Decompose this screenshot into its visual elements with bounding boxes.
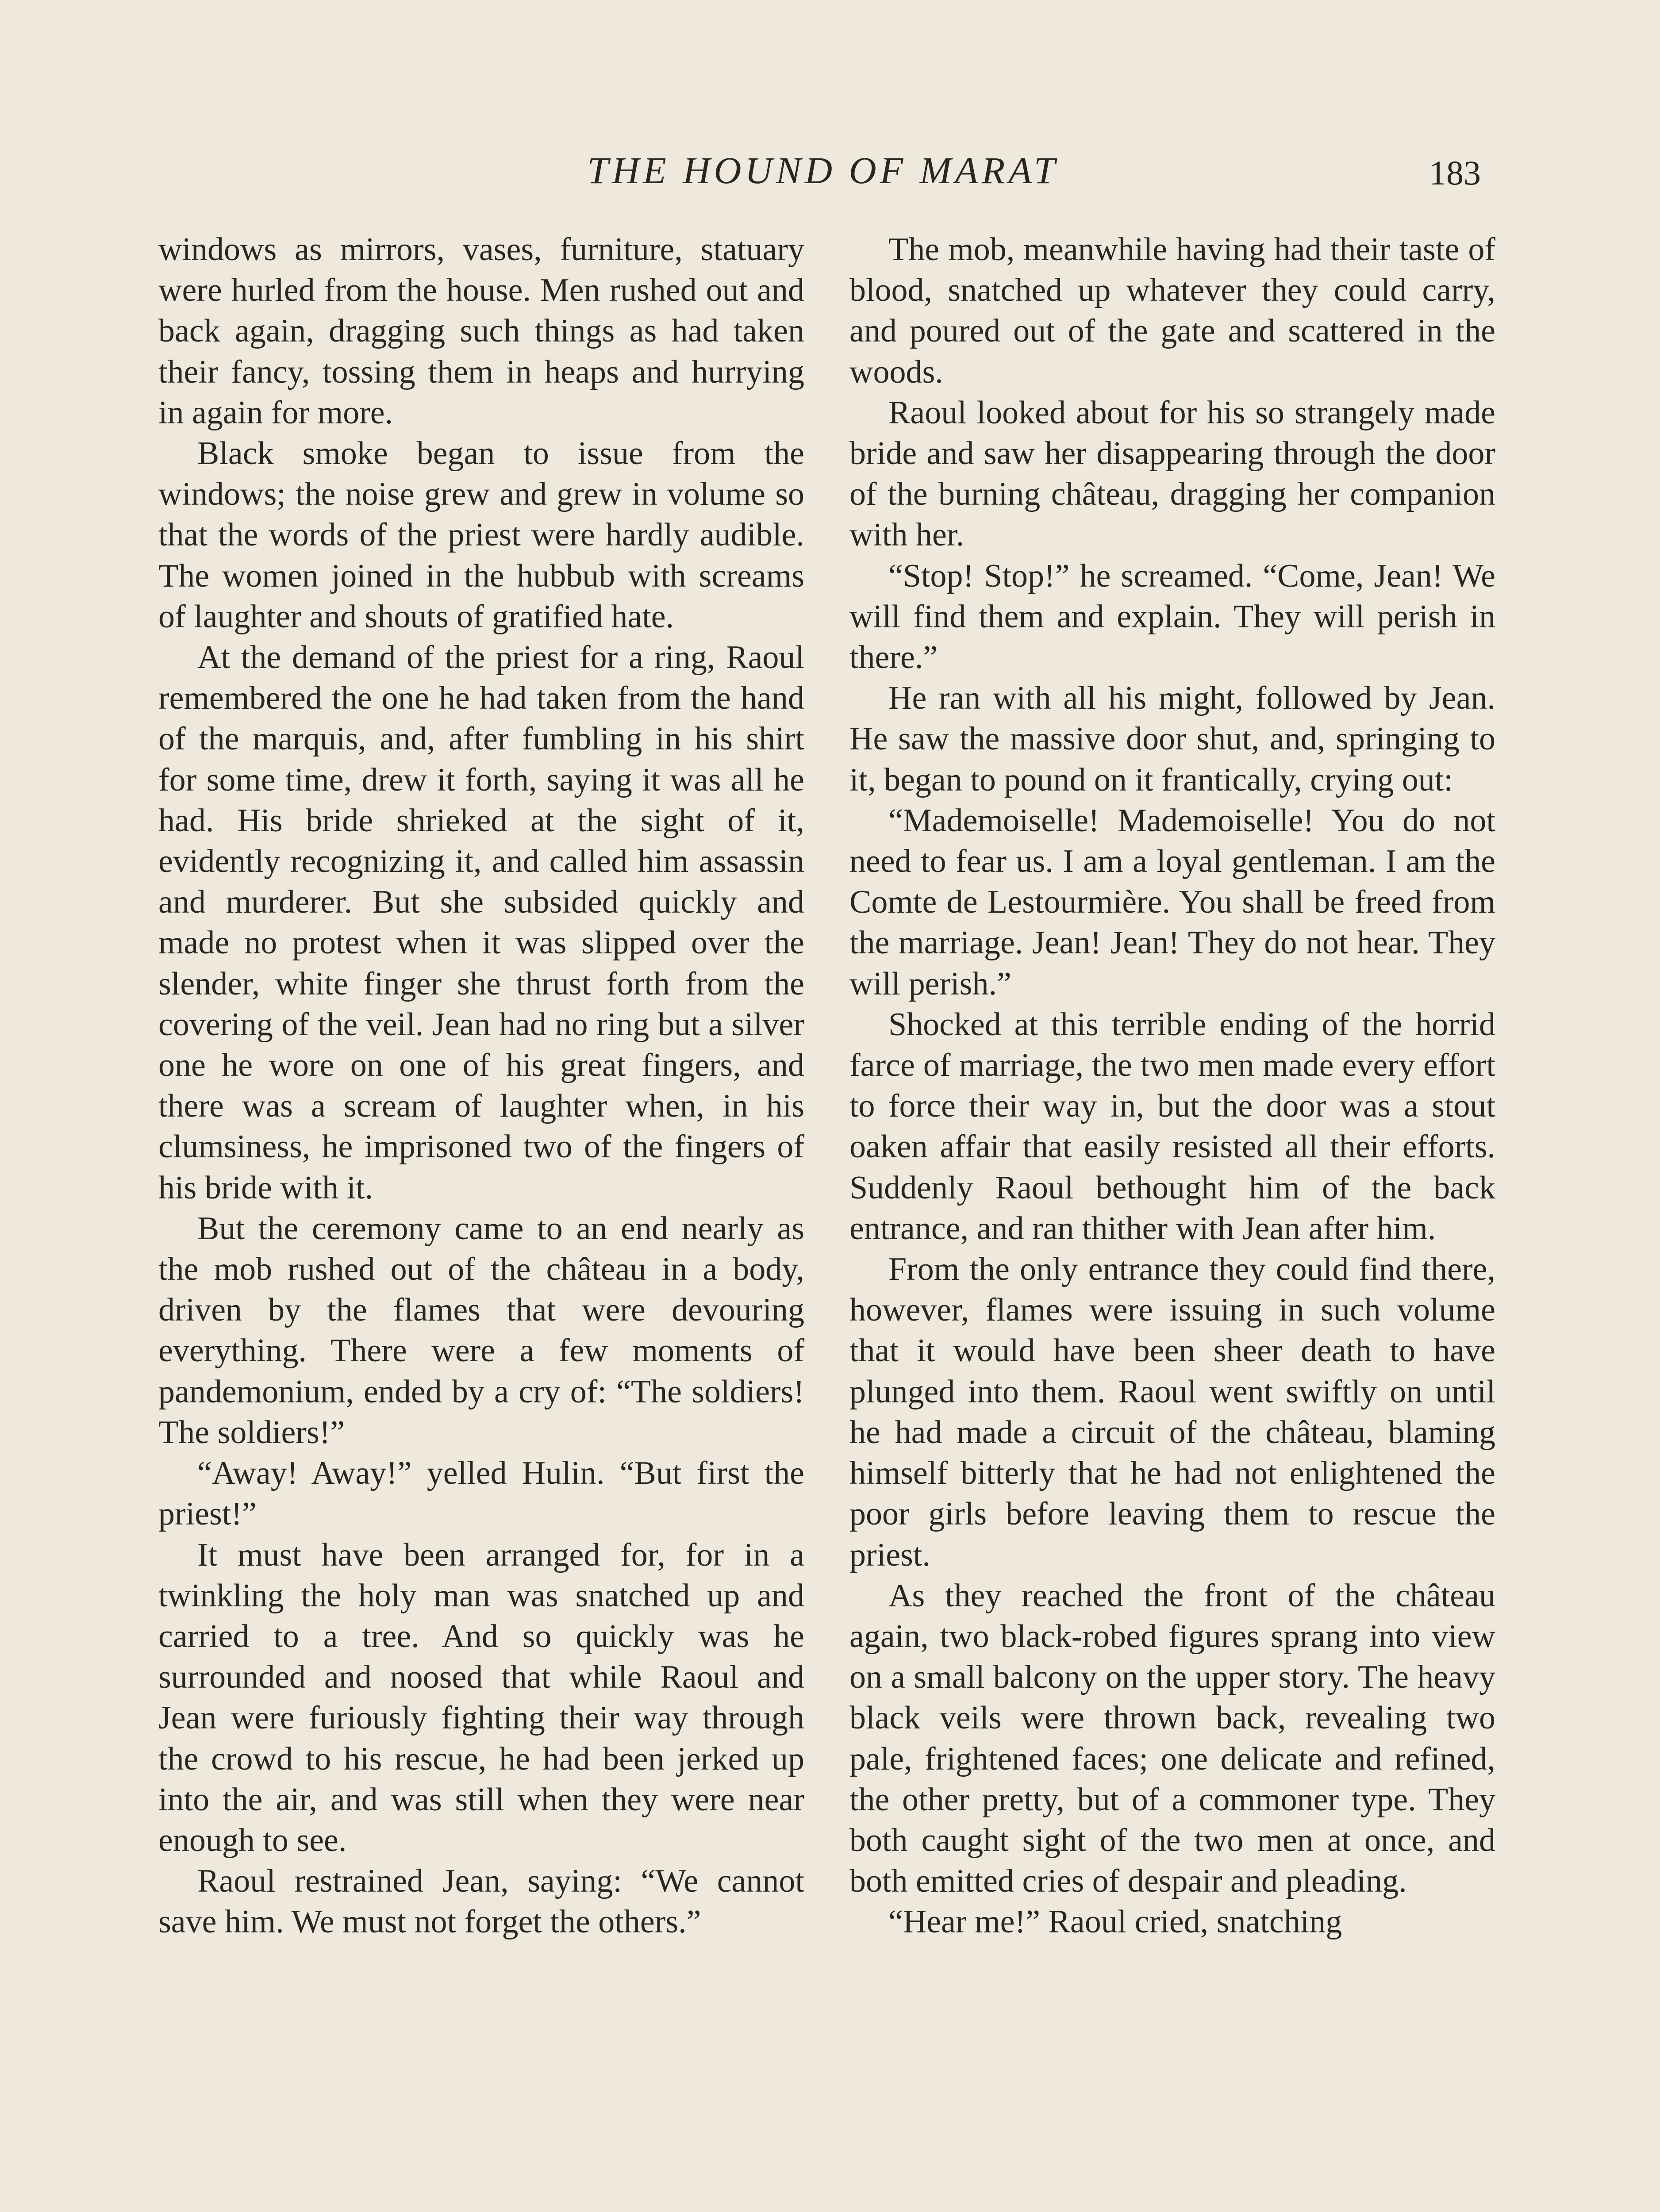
paragraph: As they reached the front of the château again, two black-robed figures sprang into view on a small balcony on the upper story. The heavy black veils were thrown back, revealing two pale, frightened faces; one delicate and refined, the other pretty, but of a commoner type. They both caught sight of the two men at once, and both emitted cries of despair and pleading. xyxy=(849,1577,1495,1900)
paragraph: Raoul looked about for his so strangely made bride and saw her disappearing through the door of the burning château, dragging her companion with her. xyxy=(849,394,1495,553)
right-column xyxy=(849,229,1495,1943)
paragraph: He ran with all his might, followed by Jean. He saw the massive door shut, and, springing to it, began to pound on it frantically, crying out: xyxy=(849,680,1495,798)
paragraph: “Hear me!” Raoul cried, snatching xyxy=(888,1904,1342,1940)
paragraph: It must have been arranged for, for in a twinkling the holy man was snatched up and carried to a tree. And so quickly was he surrounded and noosed that while Raoul and Jean were furiously fighting their way through the crowd to his rescue, he had been jerked up into the air, and was still when they were near enough to see. xyxy=(158,1536,804,1859)
paragraph: From the only entrance they could find there, however, flames were issuing in such volume that it would have been sheer death to have plunged into them. Raoul went swiftly on until he had made a circuit of the château, blaming himself bitterly that he had not enlightened the poor girls before leaving them to rescue the priest. xyxy=(849,1251,1495,1573)
page-number: 183 xyxy=(1429,154,1481,192)
paragraph: Raoul restrained Jean, saying: “We cannot save him. We must not forget the others.” xyxy=(158,1863,804,1940)
running-title: THE HOUND OF MARAT xyxy=(587,149,1059,192)
paragraph: windows as mirrors, vases, furniture, statuary were hurled from the house. Men rushed out and back again, dragging such things as had taken their fancy, tossing them in heaps and hurrying in again for more. xyxy=(158,231,804,431)
paragraph: “Stop! Stop!” he screamed. “Come, Jean! We will find them and explain. They will perish in there.” xyxy=(849,557,1495,676)
paragraph: The mob, meanwhile having had their taste of blood, snatched up whatever they could carry, and poured out of the gate and scattered in the woods. xyxy=(849,231,1495,390)
paragraph: Black smoke began to issue from the windows; the noise grew and grew in volume so that the words of the priest were hardly audible. The women joined in the hubbub with screams of laughter and shouts of gratified hate. xyxy=(158,435,804,635)
paragraph: Shocked at this terrible ending of the horrid farce of marriage, the two men made every effort to force their way in, but the door was a stout oaken affair that easily resisted all their efforts. Suddenly Raoul bethought him of the back entrance, and ran thither with Jean after him. xyxy=(849,1006,1495,1247)
paragraph: At the demand of the priest for a ring, Raoul remembered the one he had taken from the hand of the marquis, and, after fumbling in his shirt for some time, drew it forth, saying it was all he had. His bride shrieked at the sight of it, evidently recognizing it, and called him assassin and murderer. But she subsided quickly and made no protest when it was slipped over the slender, white finger she thrust forth from the covering of the veil. Jean had no ring but a silver one he wore on one of his great fingers, and there was a scream of laughter when, in his clumsiness, he imprisoned two of the fingers of his bride with it. xyxy=(158,639,804,1206)
left-column xyxy=(158,229,804,1943)
paragraph: “Away! Away!” yelled Hulin. “But first the priest!” xyxy=(158,1455,804,1532)
page-header xyxy=(0,146,1660,208)
paragraph: But the ceremony came to an end nearly as the mob rushed out of the château in a body, driven by the flames that were devouring everything. There were a few moments of pandemonium, ended by a cry of: “The soldiers! The soldiers!” xyxy=(158,1210,804,1451)
paragraph: “Mademoiselle! Mademoiselle! You do not need to fear us. I am a loyal gentleman. I am the Comte de Lestourmière. You shall be freed from the marriage. Jean! Jean! They do not hear. They will perish.” xyxy=(849,802,1495,1002)
